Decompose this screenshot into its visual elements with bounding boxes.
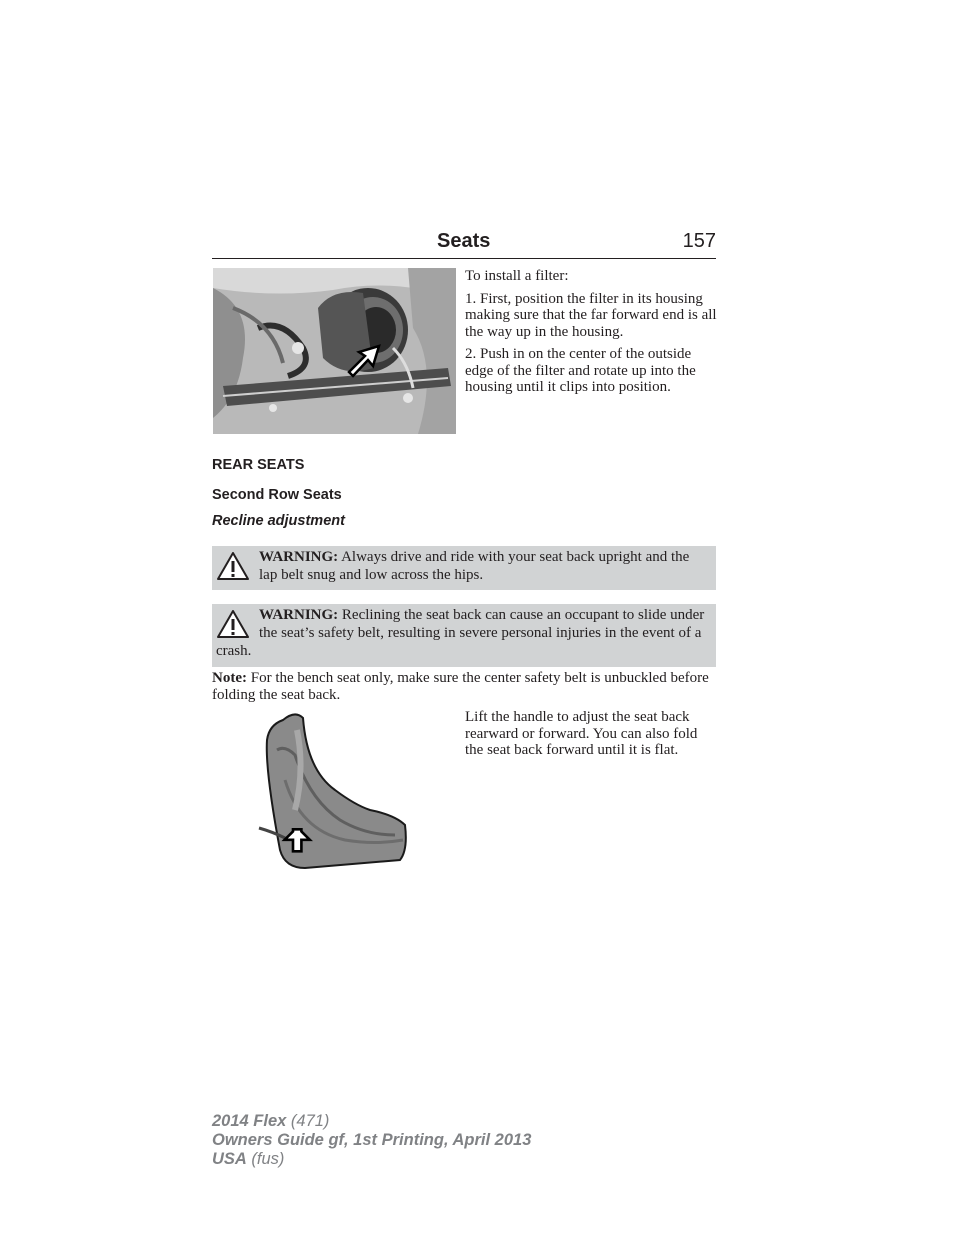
heading-second-row-seats: Second Row Seats	[212, 487, 342, 503]
footer-region-code: (fus)	[246, 1150, 285, 1168]
seat-recline-illustration	[255, 710, 411, 874]
warning-label: WARNING:	[259, 549, 339, 565]
footer-model-code: (471)	[286, 1112, 330, 1130]
footer-model-line	[212, 1112, 531, 1131]
note-text: For the bench seat only, make sure the center safety belt is unbuckled before folding the seat back.	[212, 670, 709, 703]
warning-label: WARNING:	[259, 607, 339, 623]
install-step-1: 1. First, position the filter in its housing making sure that the far forward end is all the way up in the housing.	[465, 290, 717, 340]
page-footer	[212, 1112, 531, 1169]
footer-model: 2014 Flex	[212, 1112, 287, 1130]
warning-text: Always drive and ride with your seat back upright and the lap belt snug and low across the hips.	[259, 549, 690, 583]
install-step-2: 2. Push in on the center of the outside edge of the filter and rotate up into the housing until it clips into position.	[465, 346, 696, 395]
warning-triangle-icon	[216, 609, 250, 639]
install-instructions	[465, 268, 717, 402]
heading-rear-seats: REAR SEATS	[212, 457, 305, 473]
footer-region-line	[212, 1150, 531, 1169]
recline-instructions: Lift the handle to adjust the seat back rearward or forward. You can also fold the seat back forward until it is flat.	[465, 709, 698, 758]
install-intro: To install a filter:	[465, 268, 569, 284]
note-bench-seat	[212, 670, 717, 704]
warning-triangle-icon	[216, 551, 250, 581]
warning-text: Reclining the seat back can cause an occupant to slide under the seat’s safety belt, resulting in severe personal injuries in the event of a crash.	[216, 607, 705, 659]
warning-box-upright	[212, 546, 716, 590]
page-number: 157	[682, 230, 716, 252]
warning-box-reclining	[212, 604, 716, 667]
filter-housing-illustration	[213, 268, 456, 434]
heading-recline-adjustment: Recline adjustment	[212, 513, 345, 529]
page-header	[212, 228, 716, 259]
section-title: Seats	[437, 230, 491, 252]
note-label: Note:	[212, 670, 247, 686]
footer-guide: Owners Guide gf, 1st Printing, April 2013	[212, 1131, 532, 1149]
footer-region: USA	[212, 1150, 247, 1168]
